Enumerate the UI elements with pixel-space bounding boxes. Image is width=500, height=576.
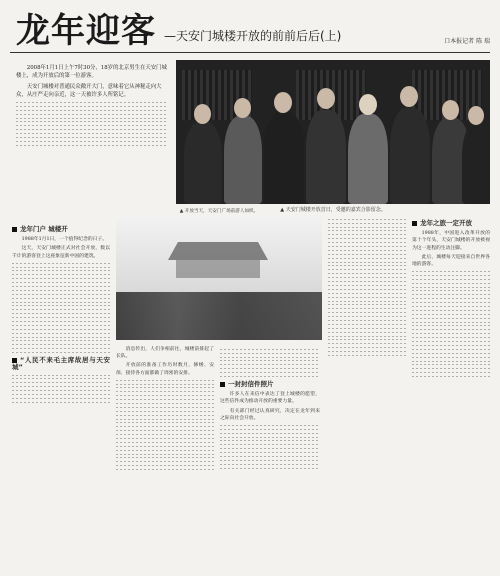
paragraph: 消息传出，人们争相前往，城楼前排起了长队。 — [116, 347, 214, 360]
paragraph: 此后，城楼每天迎接来自世界各地的游客。 — [412, 254, 490, 268]
square-photo-caption: ▲ 开放当天，天安门广场前游人如织。 — [179, 209, 259, 214]
column-body-filler — [12, 375, 110, 403]
lead-body-filler — [16, 102, 168, 146]
article-column-2 — [116, 346, 214, 572]
section-marker-icon — [220, 382, 225, 387]
column-body-filler — [220, 349, 320, 377]
section-title: 龙年门户 城楼开 — [12, 226, 110, 233]
column-body-filler — [220, 425, 320, 469]
article-column-5 — [412, 216, 490, 572]
lead-paragraph: 2008年1月1日上午7时30分，18岁的北京男生在天安门城楼上，成为开放后的第一位游客。 — [16, 65, 167, 79]
group-photo-caption: ▲ 天安门城楼开放首日，受邀的嘉宾合影留念。 — [280, 207, 386, 213]
article-column-4 — [328, 216, 406, 572]
paragraph: 1988年，中国进入改革开放的第十个年头，天安门城楼的开放被视为这一进程的生动注脚。 — [412, 231, 490, 251]
section-title: 一封封信件照片 — [220, 381, 320, 388]
paragraph: 这天，天安门城楼正式对社会开放，数以千计的游客登上这座象征新中国的建筑。 — [12, 246, 110, 259]
paragraph: 1988年1月1日，一个值得纪念的日子。 — [21, 237, 108, 243]
header-rule — [10, 52, 490, 53]
section-title: “人民不来毛主席故居与天安城” — [12, 356, 110, 372]
headline-main: 龙年迎客 — [16, 11, 156, 51]
headline-subtitle: —天安门城楼开放的前前后后(上) — [164, 29, 342, 43]
paragraph: 有关部门经过认真研究，决定在龙年到来之际向社会开放。 — [220, 408, 320, 421]
section-marker-icon — [12, 358, 17, 363]
article-column-1 — [12, 222, 110, 572]
lead-paragraph: 天安门城楼对普通民众敞开大门，意味着它从神秘走向大众，从庄严走向亲近，这一天被许多人所铭记。 — [16, 84, 162, 98]
square-photo — [116, 216, 322, 340]
section-title: 龙年之旅一定开放 — [412, 220, 490, 227]
paragraph: 许多人在来信中表达了登上城楼的愿望，这些信件成为推动开放的重要力量。 — [220, 392, 320, 405]
column-body-filler — [412, 271, 490, 377]
group-photo — [176, 60, 490, 204]
column-body-filler — [12, 263, 110, 353]
column-body-filler — [328, 219, 406, 356]
headline — [16, 11, 342, 51]
article-column-3 — [220, 346, 320, 572]
lead-box — [12, 60, 172, 210]
section-marker-icon — [12, 227, 17, 232]
section-marker-icon — [412, 221, 417, 226]
byline: 口本报记者 陈 瑞 — [444, 38, 490, 45]
column-body-filler — [116, 380, 214, 470]
paragraph: 开放前的准备工作历时数月，修缮、安保、接待各方面都做了周密的安排。 — [116, 363, 214, 376]
